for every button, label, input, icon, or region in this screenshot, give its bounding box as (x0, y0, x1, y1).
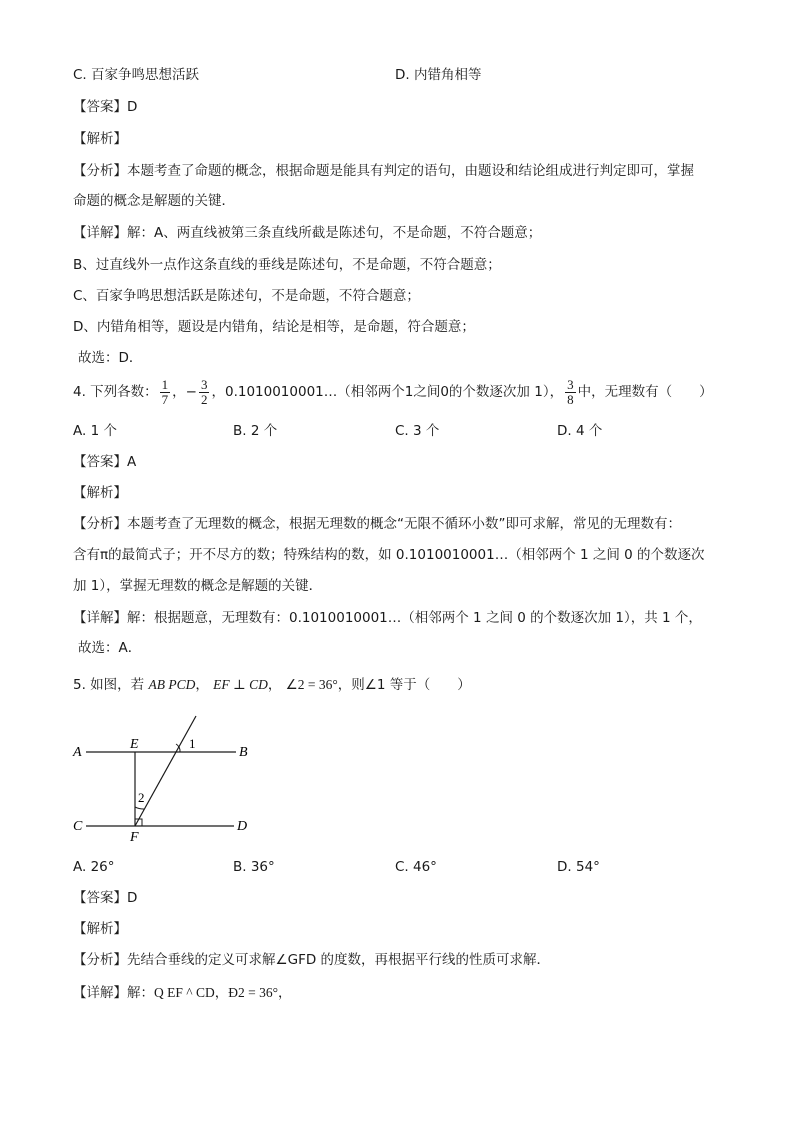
label-c: C (73, 819, 83, 834)
transversal-line (135, 716, 196, 826)
q3-answer: 【答案】D (73, 99, 138, 115)
q3-option-c: C. 百家争鸣思想活跃 (73, 67, 200, 83)
q4-separator: ， (172, 384, 186, 400)
q5-stem-prefix: 5. 如图，若 (73, 677, 145, 693)
q3-option-d: D. 内错角相等 (395, 67, 482, 83)
q5-stem (73, 676, 471, 694)
q4-frac2-denominator: 2 (200, 391, 208, 407)
q4-analysis-line1: 【分析】本题考查了无理数的概念，根据无理数的概念“无限不循环小数”即可求解，常见的无理数有： (73, 516, 681, 532)
q5-option-a: A. 26° (73, 859, 115, 875)
q5-analysis-line1: 【分析】先结合垂线的定义可求解∠GFD 的度数，再根据平行线的性质可求解． (73, 952, 551, 968)
q4-stem-suffix: 中，无理数有（ ） (577, 384, 713, 400)
q4-fraction-2 (199, 378, 210, 407)
q4-option-d: D. 4 个 (557, 423, 603, 439)
q4-negative-sign: − (185, 384, 197, 400)
q3-detail-line3: C、百家争鸣思想活跃是陈述句，不是命题，不符合题意； (73, 288, 420, 304)
q4-analysis-line3: 加 1），掌握无理数的概念是解题的关键． (73, 578, 323, 594)
geometry-diagram (68, 708, 268, 848)
q5-detail-math: Q EF ^ CD，Ð2 = 36° (154, 985, 278, 1000)
label-a: A (73, 745, 82, 760)
label-e: E (130, 737, 139, 752)
q3-detail-line4: D、内错角相等，题设是内错角，结论是相等，是命题，符合题意； (73, 319, 475, 335)
q5-analysis-header: 【解析】 (73, 921, 127, 937)
label-f: F (130, 830, 139, 845)
q5-stem-suffix: ，则∠1 等于（ ） (337, 677, 471, 693)
q5-perpendicular-statement: EF ⊥ CD (213, 677, 268, 692)
q4-fraction-3 (565, 378, 576, 407)
q4-detail-line1: 【详解】解：根据题意，无理数有：0.1010010001…（相邻两个 1 之间 0 的个数逐次加 1），共 1 个， (73, 610, 702, 626)
q5-option-c: C. 46° (395, 859, 437, 875)
q4-stem-mid: ，0.1010010001…（相邻两个1之间0的个数逐次加 1）， (211, 384, 564, 400)
q3-analysis-line2: 命题的概念是解题的关键． (73, 193, 235, 209)
q4-option-a: A. 1 个 (73, 423, 117, 439)
q5-option-d: D. 54° (557, 859, 600, 875)
label-angle-1: 1 (189, 736, 196, 751)
q3-analysis-line1: 【分析】本题考查了命题的概念，根据命题是能具有判定的语句，由题设和结论组成进行判定即可，掌握 (73, 163, 694, 179)
q5-answer: 【答案】D (73, 890, 138, 906)
q4-frac3-numerator: 3 (567, 376, 574, 392)
label-angle-2: 2 (138, 790, 145, 805)
label-d: D (237, 819, 248, 834)
q5-detail (73, 984, 291, 1002)
q4-analysis-line2: 含有π的最简式子；开不尽方的数；特殊结构的数，如 0.1010010001…（相邻两个 1 之间 0 的个数逐次 (73, 547, 705, 563)
q5-separator-2: ， (267, 677, 282, 693)
q5-option-b: B. 36° (233, 859, 275, 875)
q4-fraction-1 (160, 378, 171, 407)
q4-frac3-denominator: 8 (567, 391, 574, 407)
q5-separator-1: ， (195, 677, 209, 693)
q4-option-b: B. 2 个 (233, 423, 278, 439)
q5-detail-prefix: 【详解】解： (73, 985, 154, 1001)
q4-analysis-header: 【解析】 (73, 485, 127, 501)
q4-option-c: C. 3 个 (395, 423, 440, 439)
q3-choose: 故选：D． (78, 350, 143, 366)
q3-detail-line1: 【详解】解：A、两直线被第三条直线所截是陈述句，不是命题，不符合题意； (73, 225, 542, 241)
q4-frac2-numerator: 3 (200, 376, 208, 392)
q4-choose: 故选：A． (78, 640, 142, 656)
q3-analysis-header: 【解析】 (73, 131, 127, 147)
q3-detail-line2: B、过直线外一点作这条直线的垂线是陈述句，不是命题，不符合题意； (73, 257, 501, 273)
q4-stem-prefix: 4. 下列各数： (73, 384, 158, 400)
q4-frac1-numerator: 1 (161, 376, 169, 392)
q4-answer: 【答案】A (73, 454, 137, 470)
angle-2-arc (135, 807, 144, 809)
q5-detail-suffix: ， (277, 985, 292, 1001)
q4-stem (73, 377, 713, 407)
q5-angle-statement: ∠2 = 36° (285, 677, 338, 692)
q5-parallel-statement: AB PCD (148, 677, 196, 692)
label-b: B (239, 745, 248, 760)
q4-frac1-denominator: 7 (161, 391, 169, 407)
